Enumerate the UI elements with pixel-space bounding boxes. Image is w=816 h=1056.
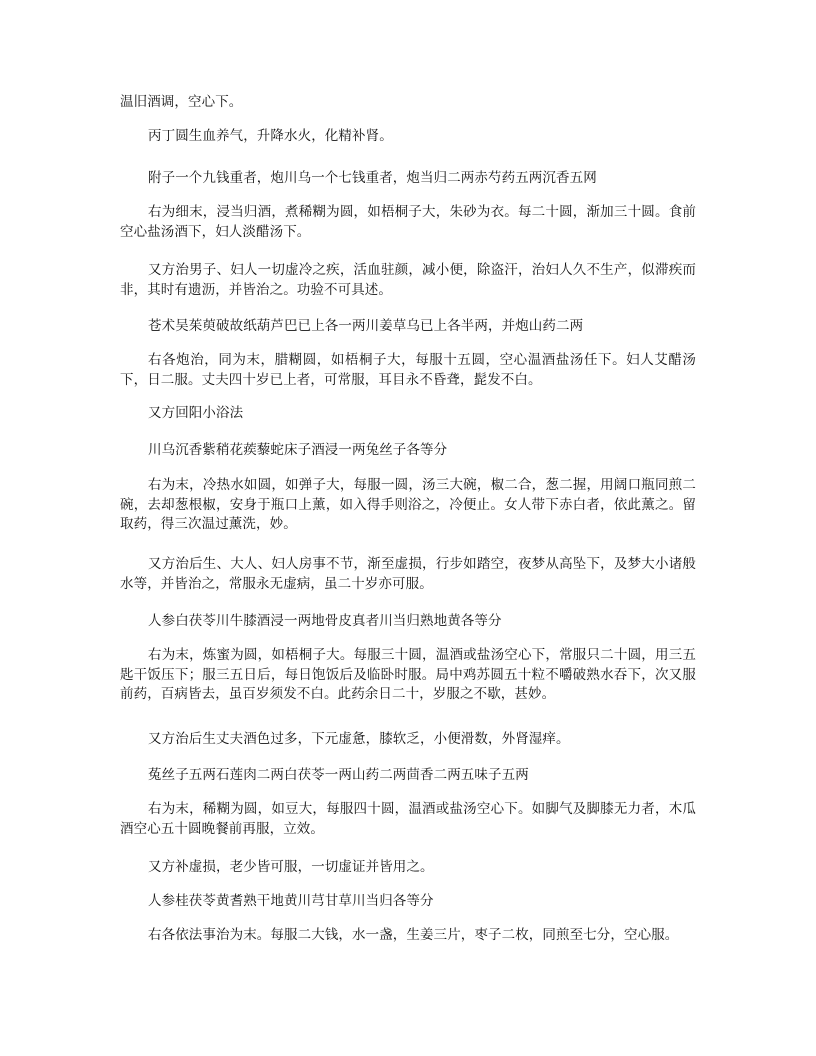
paragraph-19: 右各依法事治为末。每服二大钱，水一盏，生姜三片，枣子二枚，同煎至七分，空心服。 (148, 927, 679, 943)
paragraph-10: 右为末，冷热水如圆，如弹子大，每服一圆，汤三大碗，椒二合，葱二握，用阔口瓶同煎二碗，去却葱根椒，安身于瓶口上薰，如入得手则浴之，冷便止。女人带下赤白者，依此薰之。留取药，得三次温过薰洗，妙。 (120, 477, 696, 532)
paragraph-17: 又方补虚损，老少皆可服，一切虚证并皆用之。 (148, 859, 434, 875)
paragraph-7: 右各炮治，同为末，腊糊圆，如梧桐子大，每服十五圆，空心温酒盐汤任下。妇人艾醋汤下，日二服。丈夫四十岁已上者，可常服，耳目永不昏聋，髭发不白。 (120, 352, 696, 388)
paragraph-15: 菟丝子五两石莲肉二两白茯苓一两山药二两茴香二两五味子五两 (148, 767, 529, 783)
paragraph-11: 又方治后生、大人、妇人房事不节，渐至虚损，行步如踏空，夜梦从高坠下，及梦大小诸般水等，并皆治之，常服永无虚病，虽二十岁亦可服。 (120, 556, 696, 592)
paragraph-16: 右为末，稀糊为圆，如豆大，每服四十圆，温酒或盐汤空心下。如脚气及脚膝无力者，木瓜酒空心五十圆晚餐前再服，立效。 (120, 801, 696, 837)
paragraph-6: 苍术吴茱萸破故纸葫芦巴已上各一两川姜草乌已上各半两，并炮山药二两 (148, 318, 584, 334)
paragraph-4: 右为细末，浸当归酒，煮稀糊为圆，如梧桐子大，朱砂为衣。每二十圆，渐加三十圆。食前空心盐汤酒下，妇人淡醋汤下。 (120, 204, 696, 240)
paragraph-13: 右为末，炼蜜为圆，如梧桐子大。每服三十圆，温酒或盐汤空心下，常服只二十圆，用三五匙干饭压下；服三五日后，每日饱饭后及临卧时服。局中鸡苏圆五十粒不嚼破熟水吞下，次又服前药，百病皆去，虽百岁须发不白。此药余日二十，岁服之不歇，甚妙。 (120, 647, 696, 702)
paragraph-9: 川乌沉香紫稍花蒺藜蛇床子酒浸一两兔丝子各等分 (148, 442, 448, 458)
paragraph-5: 又方治男子、妇人一切虚冷之疾，活血驻颜，减小便，除盗汗，治妇人久不生产，似滞疾而非，其时有遗沥，并皆治之。功验不可具述。 (120, 262, 696, 298)
paragraph-3: 附子一个九钱重者，炮川乌一个七钱重者，炮当归二两赤芍药五两沉香五网 (148, 170, 597, 186)
paragraph-12: 人参白茯苓川牛膝酒浸一两地骨皮真者川当归熟地黄各等分 (148, 613, 502, 629)
paragraph-1: 温旧酒调，空心下。 (120, 94, 243, 110)
paragraph-2: 丙丁圆生血养气，升降水火，化精补肾。 (148, 128, 393, 144)
paragraph-18: 人参桂茯苓黄耆熟干地黄川芎甘草川当归各等分 (148, 893, 434, 909)
paragraph-14: 又方治后生丈夫酒色过多，下元虚惫，膝软乏，小便滑数，外肾湿痒。 (148, 731, 570, 747)
paragraph-8: 又方回阳小浴法 (148, 405, 244, 421)
